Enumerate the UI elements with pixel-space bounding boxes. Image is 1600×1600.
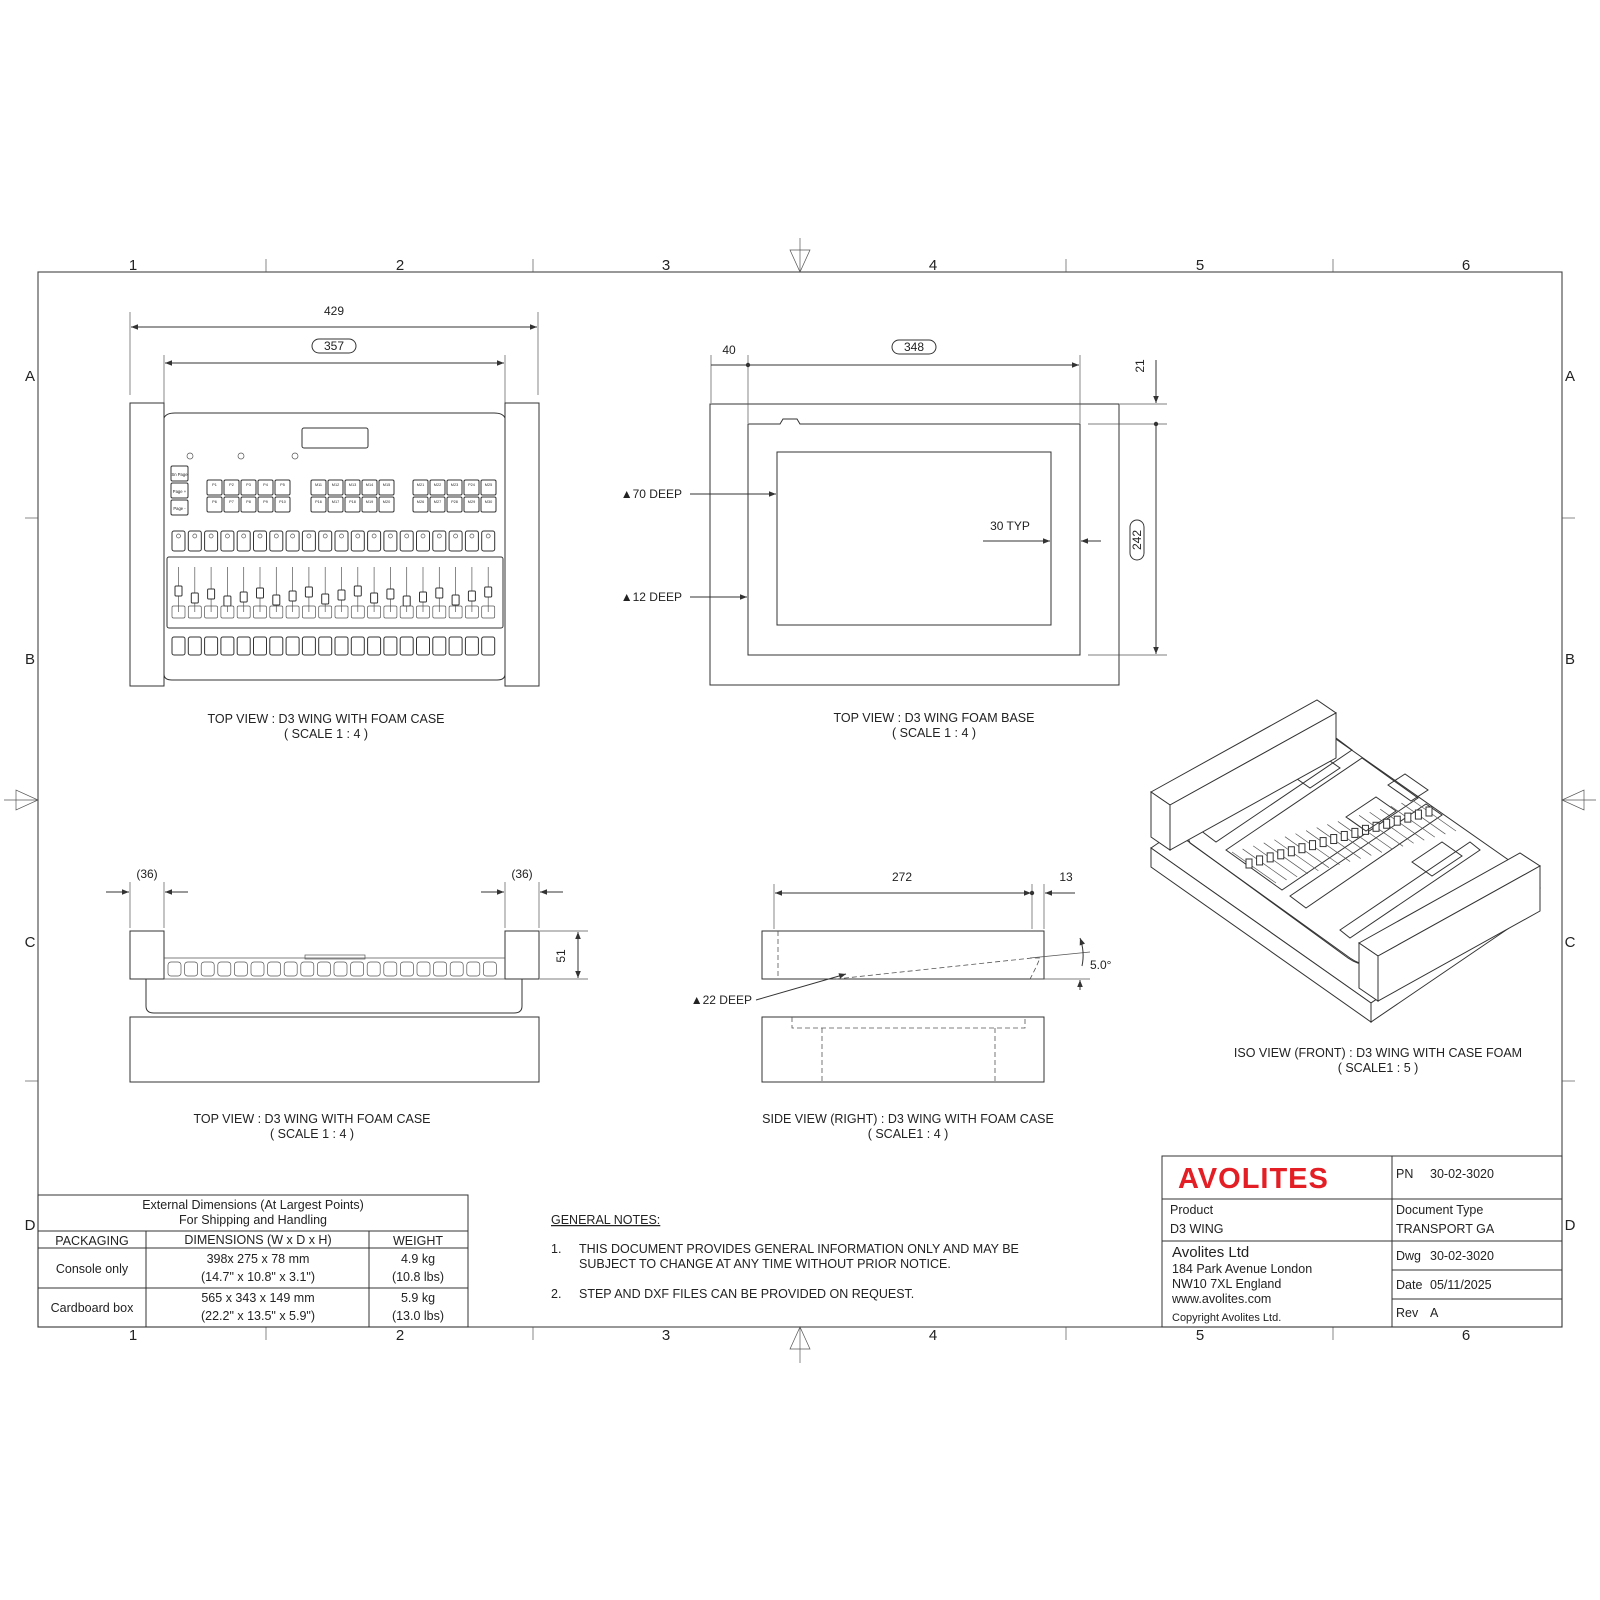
display-edge [305,955,365,959]
macro-button-label: M14 [365,483,374,487]
macro-button-label: P10 [279,500,286,504]
table-cell: (22.2" x 13.5" x 5.9") [200,1309,316,1323]
page-buttons [171,466,188,515]
row-label-right: B [1564,651,1576,668]
front-keycap [367,962,380,976]
iso-fader-knob [1394,816,1400,825]
product-label: Product [1170,1203,1214,1217]
fader-knob [289,591,296,601]
table-cell: (13.0 lbs) [391,1309,445,1323]
macro-button-label: M20 [382,500,391,504]
dim-base-width: 348 [903,340,925,354]
iso-fader-knob [1415,810,1421,819]
fader-knob [224,596,231,606]
table-cell: (14.7" x 10.8" x 3.1") [200,1270,316,1284]
company-name: Avolites Ltd [1172,1244,1250,1261]
foam-end-right [505,403,539,686]
iso-fader-knob [1426,807,1432,816]
doc-type: TRANSPORT GA [1396,1222,1495,1236]
macro-button-label: P9 [263,500,268,504]
top-view-case [130,304,539,741]
dim-top-offset: 21 [1133,359,1147,373]
depth-callout-12: ▲12 DEEP [620,590,682,604]
dim-foam-end-right: (36) [511,867,533,881]
front-keycap [400,962,413,976]
row-label-right: C [1564,934,1576,951]
top-view-foam-base [621,340,1167,740]
date-value: 05/11/2025 [1430,1278,1492,1292]
col-label-top: 3 [661,257,671,274]
fader-knob [208,589,215,599]
website: www.avolites.com [1172,1292,1272,1306]
foam-end-left [130,931,164,979]
note-text: SUBJECT TO CHANGE AT ANY TIME WITHOUT PRIOR NOTICE. [579,1257,951,1271]
row-label-left: C [24,934,36,951]
col-label-bottom: 2 [395,1327,405,1344]
fader-knob [452,595,459,605]
console-keys-front [168,962,496,976]
row-label-right: A [1564,368,1576,385]
macro-button-label: P5 [280,483,285,487]
side-view-case [691,870,1112,1141]
page-button-label: Page - [173,506,186,511]
table-cell: Console only [55,1262,129,1276]
console-profile [146,979,522,1013]
col-label-top: 5 [1195,257,1205,274]
address-line: NW10 7XL England [1172,1277,1282,1291]
macro-button-label: M21 [416,483,425,487]
iso-fader-knob [1257,856,1263,865]
front-keycap [268,962,281,976]
col-label-bottom: 3 [661,1327,671,1344]
knob-hole [292,453,298,459]
dwg-label: Dwg [1396,1249,1422,1263]
front-keycap [168,962,181,976]
foam-base-outline [710,404,1119,685]
iso-fader-knob [1267,853,1273,862]
knob-hole [187,453,193,459]
page-button-label: Sn Page [171,472,188,477]
table-header: PACKAGING [55,1234,129,1248]
notes-heading: GENERAL NOTES: [551,1213,661,1227]
table-cell: 565 x 343 x 149 mm [201,1291,315,1305]
table-header: DIMENSIONS (W x D x H) [184,1233,332,1247]
view-scale: ( SCALE 1 : 4 ) [283,727,369,741]
col-label-top: 1 [128,257,138,274]
front-keycap [185,962,198,976]
depth-callout-70: ▲70 DEEP [620,487,682,501]
flash-button [172,637,185,655]
fader-knob [338,590,345,600]
iso-view [1151,700,1540,1075]
macro-button-label: M17 [331,500,340,504]
table-cell: 398x 275 x 78 mm [206,1252,310,1266]
fader-knob [305,587,312,597]
page-button-label: Page + [172,489,187,494]
dimensions-table [38,1195,468,1327]
note-text: STEP AND DXF FILES CAN BE PROVIDED ON REQUEST. [579,1287,915,1301]
macro-button-label: M29 [467,500,476,504]
rev-value: A [1430,1306,1439,1320]
view-title: TOP VIEW : D3 WING WITH FOAM CASE [207,712,445,726]
flash-button [400,637,413,655]
macro-button-label: P4 [263,483,268,487]
fader-knob [175,586,182,596]
dim-overall-width: 429 [323,304,345,318]
view-title: ISO VIEW (FRONT) : D3 WING WITH CASE FOAM [1233,1046,1523,1060]
flash-button [205,637,218,655]
foam-end-right [505,931,539,979]
iso-fader-knob [1352,828,1358,837]
flash-button [384,637,397,655]
iso-fader-knob [1341,831,1347,840]
table-cell: (10.8 lbs) [391,1270,445,1284]
table-header: WEIGHT [393,1234,443,1248]
fader-knob [420,592,427,602]
fader-knob [322,594,329,604]
product-name: D3 WING [1170,1222,1224,1236]
dim-foam-end-left: (36) [136,867,158,881]
select-buttons-row [172,531,495,551]
col-label-bottom: 6 [1461,1327,1471,1344]
flash-button [433,637,446,655]
flash-button [270,637,283,655]
macro-button-label: P7 [229,500,234,504]
fader-knob [240,592,247,602]
fader-knob [371,593,378,603]
fader-knob [354,586,361,596]
front-keycap [251,962,264,976]
note-number: 1. [551,1242,562,1256]
address-line: 184 Park Avenue London [1172,1262,1313,1276]
macro-button-label: P16 [315,500,322,504]
iso-fader-knob [1320,838,1326,847]
dwg-number: 30-02-3020 [1430,1249,1494,1263]
depth-callout-22: ▲22 DEEP [690,993,752,1007]
dim-side-end: 13 [1059,870,1073,884]
table-cell: Cardboard box [50,1301,134,1315]
dim-inner-width: 357 [323,339,345,353]
flash-button [237,637,250,655]
macro-button-label: P24 [468,483,475,487]
pn-label: PN [1396,1167,1414,1181]
flash-button [368,637,381,655]
flash-button [286,637,299,655]
title-block [1162,1156,1562,1327]
front-keycap [384,962,397,976]
fader-knob [257,588,264,598]
macro-button-label: M11 [314,483,323,487]
table-subtitle: For Shipping and Handling [178,1213,328,1227]
col-label-top: 2 [395,257,405,274]
macro-button-label: M19 [365,500,374,504]
front-keycap [467,962,480,976]
macro-button-label: P1 [212,483,217,487]
date-label: Date [1396,1278,1423,1292]
front-keycap [218,962,231,976]
front-keycap [317,962,330,976]
dim-rim-typical: 30 TYP [990,519,1030,533]
macro-button-label: M26 [416,500,425,504]
col-label-bottom: 1 [128,1327,138,1344]
front-keycap [417,962,430,976]
macro-button-label: M25 [484,483,493,487]
macro-button-label: M15 [382,483,391,487]
iso-fader-knob [1405,813,1411,822]
fader-knob [436,588,443,598]
fader-knob [387,589,394,599]
col-label-top: 4 [928,257,938,274]
table-cell: 4.9 kg [400,1252,436,1266]
front-keycap [351,962,364,976]
console-display [302,428,368,448]
fader-row [172,567,495,618]
macro-button-groups [207,480,496,512]
front-keycap [284,962,297,976]
row-label-right: D [1564,1217,1576,1234]
front-keycap [234,962,247,976]
col-label-top: 6 [1461,257,1471,274]
foam-base-block [130,1017,539,1082]
front-keycap [301,962,314,976]
col-label-bottom: 4 [928,1327,938,1344]
foam-end-left [130,403,164,686]
macro-button-label: P8 [246,500,251,504]
flash-button [335,637,348,655]
front-keycap [434,962,447,976]
macro-button-label: M12 [331,483,340,487]
side-foam-base [762,1017,1044,1082]
flash-button [417,637,430,655]
table-cell: 5.9 kg [400,1291,436,1305]
view-scale: ( SCALE1 : 5 ) [1337,1061,1419,1075]
table-title: External Dimensions (At Largest Points) [142,1198,364,1212]
macro-button-label: M13 [348,483,357,487]
view-scale: ( SCALE 1 : 4 ) [269,1127,355,1141]
flash-button [482,637,495,655]
rev-label: Rev [1396,1306,1419,1320]
front-keycap [201,962,214,976]
fader-knob [273,595,280,605]
view-title: TOP VIEW : D3 WING FOAM BASE [833,711,1035,725]
iso-fader-knob [1246,859,1252,868]
general-notes [551,1213,1019,1301]
doc-type-label: Document Type [1396,1203,1484,1217]
flash-buttons-row [172,637,495,655]
fader-knob [485,587,492,597]
flash-button [302,637,315,655]
side-angle: 5.0° [1090,958,1112,972]
fader-knob [468,591,475,601]
dim-case-height: 51 [554,949,568,963]
row-label-left: D [24,1217,36,1234]
front-keycap [450,962,463,976]
flash-button [221,637,234,655]
company-logo: AVOLITES [1178,1163,1329,1195]
iso-fader-knob [1384,819,1390,828]
macro-button-label: P18 [349,500,356,504]
macro-button-label: P3 [246,483,251,487]
macro-button-label: P6 [212,500,217,504]
row-label-left: A [24,368,36,385]
view-scale: ( SCALE 1 : 4 ) [891,726,977,740]
part-number: 30-02-3020 [1430,1167,1494,1181]
flash-button [351,637,364,655]
fader-knob [403,596,410,606]
flash-button [449,637,462,655]
dim-side-length: 272 [891,870,913,884]
front-keycap [334,962,347,976]
knob-hole [238,453,244,459]
macro-button-label: P2 [229,483,234,487]
macro-button-label: M30 [484,500,493,504]
flash-button [188,637,201,655]
view-title: TOP VIEW : D3 WING WITH FOAM CASE [193,1112,431,1126]
front-keycap [483,962,496,976]
view-scale: ( SCALE1 : 4 ) [867,1127,949,1141]
iso-fader-knob [1373,822,1379,831]
flash-button [254,637,267,655]
row-label-left: B [24,651,36,668]
iso-fader-knob [1331,835,1337,844]
front-view-case [106,867,588,1141]
copyright: Copyright Avolites Ltd. [1172,1312,1282,1324]
note-number: 2. [551,1287,562,1301]
dim-left-offset: 40 [722,343,736,357]
iso-fader-knob [1288,847,1294,856]
macro-button-label: M23 [450,483,459,487]
iso-fader-knob [1299,844,1305,853]
flash-button [319,637,332,655]
col-label-bottom: 5 [1195,1327,1205,1344]
flash-button [465,637,478,655]
iso-fader-knob [1310,841,1316,850]
fader-knob [191,593,198,603]
view-title: SIDE VIEW (RIGHT) : D3 WING WITH FOAM CASE [762,1112,1054,1126]
dim-base-height: 242 [1130,529,1144,551]
macro-button-label: M22 [433,483,442,487]
note-text: THIS DOCUMENT PROVIDES GENERAL INFORMATION ONLY AND MAY BE [579,1242,1019,1256]
macro-button-label: P28 [451,500,458,504]
iso-fader-knob [1278,850,1284,859]
macro-button-label: M27 [433,500,442,504]
